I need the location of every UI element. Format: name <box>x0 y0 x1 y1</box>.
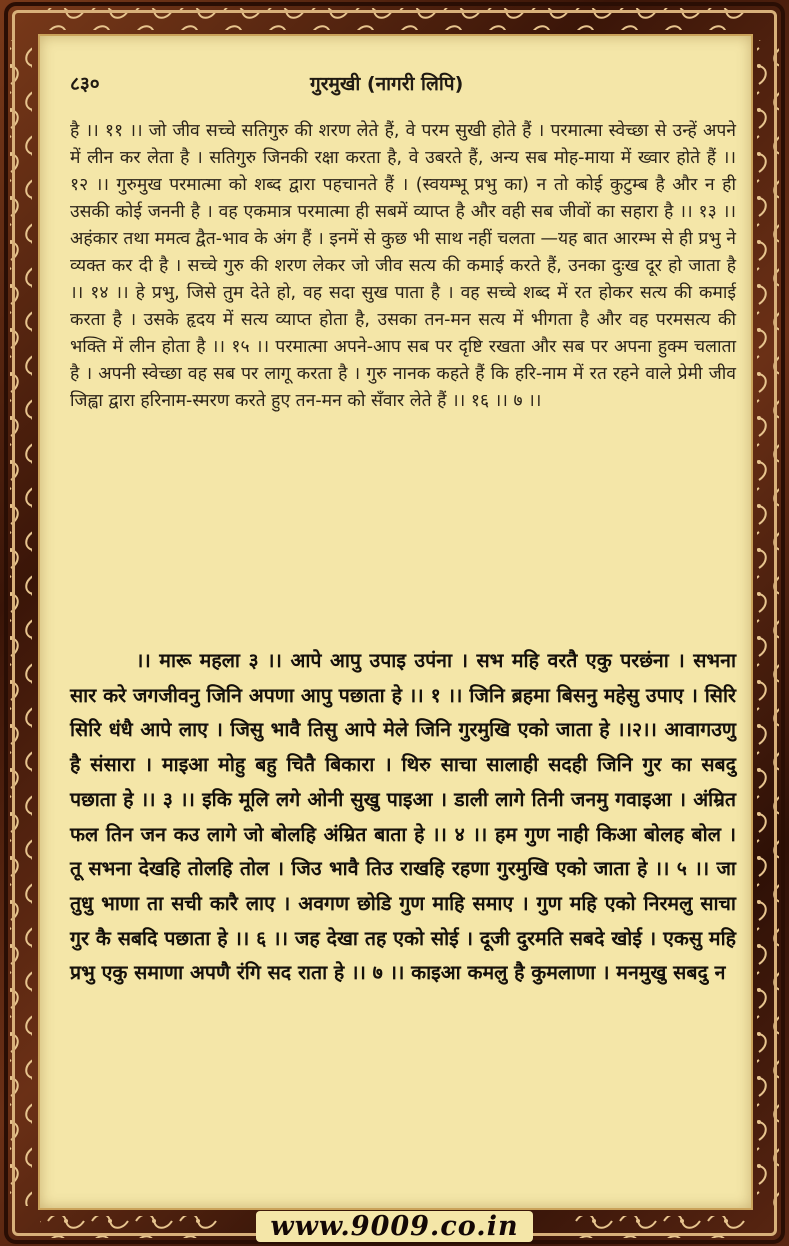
gurbani-verse <box>70 644 736 991</box>
website-footer <box>0 1211 789 1245</box>
page-number: ८३० <box>70 73 100 95</box>
commentary-paragraph: है ।। ११ ।। जो जीव सच्चे सतिगुरु की शरण लेते हैं, वे परम सुखी होते हैं । परमात्मा स्वेच्छा से उन्हें अपने में लीन कर लेता है । सतिगुरु जिनकी रक्षा करता है, वे उबरते हैं, अन्य सब मोह-माया में ख्वार होते हैं ।। १२ ।। गुरुमुख परमात्मा को शब्द द्वारा पहचानते हैं । (स्वयम्भू प्रभु का) न तो कोई कुटुम्ब है और न ही उसकी कोई जननी है । वह एकमात्र परमात्मा ही सबमें व्याप्त है और वही सब जीवों का सहारा है ।। १३ ।। अहंकार तथा ममत्व द्वैत-भाव के अंग हैं । इनमें से कुछ भी साथ नहीं चलता —यह बात आरम्भ से ही प्रभु ने व्यक्त कर दी है । सच्चे गुरु की शरण लेकर जो जीव सत्य की कमाई करते हैं, उनका दुःख दूर हो जाता है ।। १४ ।। हे प्रभु, जिसे तुम देते हो, वह सदा सुख पाता है । वह सच्चे शब्द में रत होकर सत्य की कमाई करता है । उसके हृदय में सत्य व्याप्त होता है, उसका तन-मन सत्य में भीगता है और वह परमसत्य की भक्ति में लीन होता है ।। १५ ।। परमात्मा अपने-आप सब पर दृष्टि रखता और सब पर अपना हुक्म चलाता है । अपनी स्वेच्छा वह सब पर लागू करता है । गुरु नानक कहते हैं कि हरि-नाम में रत रहने वाले प्रेमी जीव जिह्वा द्वारा हरिनाम-स्मरण करते हुए तन-मन को सँवार लेते हैं ।। १६ ।। ७ ।। <box>70 121 736 411</box>
hindi-commentary <box>70 118 736 415</box>
page-title: गुरमुखी (नागरी लिपि) <box>310 73 464 95</box>
scripture-page <box>38 34 753 1210</box>
verse-paragraph: ।। मारू महला ३ ।। आपे आपु उपाइ उपंना । सभ महि वरतै एकु परछंना । सभना सार करे जगजीवनु जिनि अपणा आपु पछाता हे ।। १ ।। जिनि ब्रहमा बिसनु महेसु उपाए । सिरि सिरि धंधै आपे लाए । जिसु भावै तिसु आपे मेले जिनि गुरमुखि एको जाता हे ।।२।। आवागउणु है संसारा । माइआ मोहु बहु चितै बिकारा । थिरु साचा सालाही सदही जिनि गुर का सबदु पछाता हे ।। ३ ।। इकि मूलि लगे ओनी सुखु पाइआ । डाली लागे तिनी जनमु गवाइआ । अंम्रित फल तिन जन कउ लागे जो बोलहि अंम्रित बाता हे ।। ४ ।। हम गुण नाही किआ बोलह बोल । तू सभना देखहि तोलहि तोल । जिउ भावै तिउ राखहि रहणा गुरमुखि एको जाता हे ।। ५ ।। जा तुधु भाणा ता सची कारै लाए । अवगण छोडि गुण माहि समाए । गुण महि एको निरमलु साचा गुर कै सबदि पछाता हे ।। ६ ।। जह देखा तह एको सोई । दूजी दुरमति सबदे खोई । एकसु महि प्रभु एकु समाणा अपणै रंगि सद राता हे ।। ७ ।। काइआ कमलु है कुमलाणा । मनमुखु सबदु न <box>70 649 736 985</box>
page-header <box>70 70 720 100</box>
website-link[interactable]: www.9009.co.in <box>256 1211 532 1242</box>
